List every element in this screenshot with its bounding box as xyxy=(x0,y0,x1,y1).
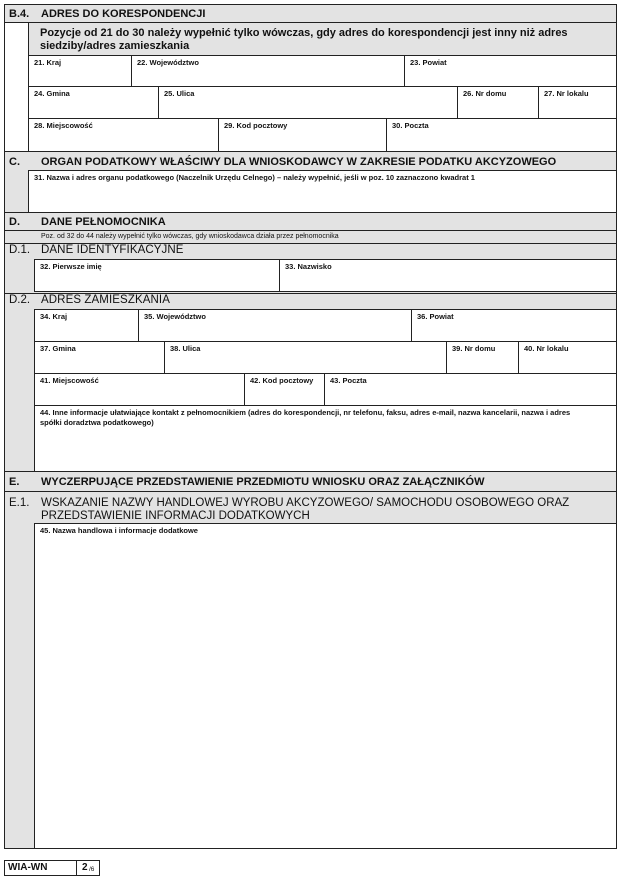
field-39-label: 39. Nr domu xyxy=(452,344,496,353)
section-e-code: E. xyxy=(9,476,20,488)
field-42-postal-code[interactable] xyxy=(244,373,325,406)
field-24-label: 24. Gmina xyxy=(34,89,70,98)
field-42-label: 42. Kod pocztowy xyxy=(250,376,314,385)
field-26-label: 26. Nr domu xyxy=(463,89,507,98)
field-28-locality[interactable] xyxy=(28,118,219,152)
footer-page-total: /6 xyxy=(89,866,95,873)
field-35-label: 35. Województwo xyxy=(144,312,206,321)
field-44-label-line2: spółki doradztwa podatkowego) xyxy=(40,418,154,427)
section-d-divider-top xyxy=(4,230,617,231)
field-43-post-office[interactable] xyxy=(324,373,617,406)
field-28-label: 28. Miejscowość xyxy=(34,121,93,130)
b4-note xyxy=(40,27,610,53)
section-e1-title-line2: PRZEDSTAWIENIE INFORMACJI DODATKOWYCH xyxy=(41,510,310,522)
field-24-commune[interactable] xyxy=(28,86,159,119)
footer-form-box xyxy=(4,860,100,876)
field-37-label: 37. Gmina xyxy=(40,344,76,353)
field-38-street[interactable] xyxy=(164,341,447,374)
field-40-label: 40. Nr lokalu xyxy=(524,344,569,353)
field-32-first-name[interactable] xyxy=(34,259,280,292)
field-29-postal-code[interactable] xyxy=(218,118,387,152)
field-41-label: 41. Miejscowość xyxy=(40,376,99,385)
field-27-label: 27. Nr lokalu xyxy=(544,89,589,98)
section-d1-divider xyxy=(4,243,617,244)
field-37-commune[interactable] xyxy=(34,341,165,374)
field-44-other-contact[interactable] xyxy=(34,405,617,472)
section-e1-code: E.1. xyxy=(9,497,30,509)
section-b4-title: ADRES DO KORESPONDENCJI xyxy=(41,8,206,20)
field-41-locality[interactable] xyxy=(34,373,245,406)
field-36-county[interactable] xyxy=(411,309,617,342)
section-d2-title: ADRES ZAMIESZKANIA xyxy=(41,294,170,306)
field-44-label-line1: 44. Inne informacje ułatwiające kontakt z pełnomocnikiem (adres do korespondencji, nr telefonu, faksu, adres e-mail, nazwa kancelarii, nazwa i adres xyxy=(40,408,571,417)
field-25-label: 25. Ulica xyxy=(164,89,195,98)
field-26-house-no[interactable] xyxy=(457,86,539,119)
field-21-country[interactable] xyxy=(28,55,132,87)
section-d2-divider xyxy=(4,293,617,294)
field-34-label: 34. Kraj xyxy=(40,312,68,321)
field-27-flat-no[interactable] xyxy=(538,86,617,119)
field-22-label: 22. Województwo xyxy=(137,58,199,67)
field-45-trade-name[interactable] xyxy=(34,523,617,849)
field-29-label: 29. Kod pocztowy xyxy=(224,121,288,130)
section-d1-code: D.1. xyxy=(9,244,31,256)
section-c-code: C. xyxy=(9,156,20,168)
field-40-flat-no[interactable] xyxy=(518,341,617,374)
section-e-title: WYCZERPUJĄCE PRZEDSTAWIENIE PRZEDMIOTU WNIOSKU ORAZ ZAŁĄCZNIKÓW xyxy=(41,476,485,488)
field-30-post-office[interactable] xyxy=(386,118,617,152)
field-34-country[interactable] xyxy=(34,309,139,342)
field-21-label: 21. Kraj xyxy=(34,58,62,67)
field-35-voivodeship[interactable] xyxy=(138,309,412,342)
section-e-divider xyxy=(4,491,617,492)
section-d2-code: D.2. xyxy=(9,294,31,306)
field-30-label: 30. Poczta xyxy=(392,121,429,130)
section-d-code: D. xyxy=(9,216,20,228)
field-36-label: 36. Powiat xyxy=(417,312,454,321)
field-39-house-no[interactable] xyxy=(446,341,519,374)
footer-page-number: 2 xyxy=(82,862,88,873)
section-b4-code: B.4. xyxy=(9,8,30,20)
section-d1-title: DANE IDENTYFIKACYJNE xyxy=(41,244,184,256)
field-31-label: 31. Nazwa i adres organu podatkowego (Naczelnik Urzędu Celnego) – należy wypełnić, jeśli w poz. 10 zaznaczono kwadrat 1 xyxy=(34,173,475,182)
field-38-label: 38. Ulica xyxy=(170,344,201,353)
field-32-label: 32. Pierwsze imię xyxy=(40,262,102,271)
field-25-street[interactable] xyxy=(158,86,458,119)
field-44-label xyxy=(40,408,570,428)
section-c-title: ORGAN PODATKOWY WŁAŚCIWY DLA WNIOSKODAWCY W ZAKRESIE PODATKU AKCYZOWEGO xyxy=(41,156,557,168)
field-33-surname[interactable] xyxy=(279,259,617,292)
b4-note-line1: Pozycje od 21 do 30 należy wypełnić tylko wówczas, gdy adres do korespondencji jest inny niż adres xyxy=(40,27,568,39)
field-33-label: 33. Nazwisko xyxy=(285,262,332,271)
section-d-title: DANE PEŁNOMOCNIKA xyxy=(41,216,166,228)
section-d-note: Poz. od 32 do 44 należy wypełnić tylko wówczas, gdy wnioskodawca działa przez pełnomocnika xyxy=(41,233,339,240)
field-31-tax-office[interactable] xyxy=(28,170,617,213)
section-e1-title xyxy=(41,497,569,523)
field-45-label: 45. Nazwa handlowa i informacje dodatkowe xyxy=(40,526,198,535)
section-e1-title-line1: WSKAZANIE NAZWY HANDLOWEJ WYROBU AKCYZOWEGO/ SAMOCHODU OSOBOWEGO ORAZ xyxy=(41,497,570,509)
field-23-county[interactable] xyxy=(404,55,617,87)
b4-note-line2: siedziby/adres zamieszkania xyxy=(40,40,190,52)
footer-divider xyxy=(76,861,77,875)
footer-form-id: WIA-WN xyxy=(8,862,48,873)
field-43-label: 43. Poczta xyxy=(330,376,367,385)
field-22-voivodeship[interactable] xyxy=(131,55,405,87)
field-23-label: 23. Powiat xyxy=(410,58,447,67)
